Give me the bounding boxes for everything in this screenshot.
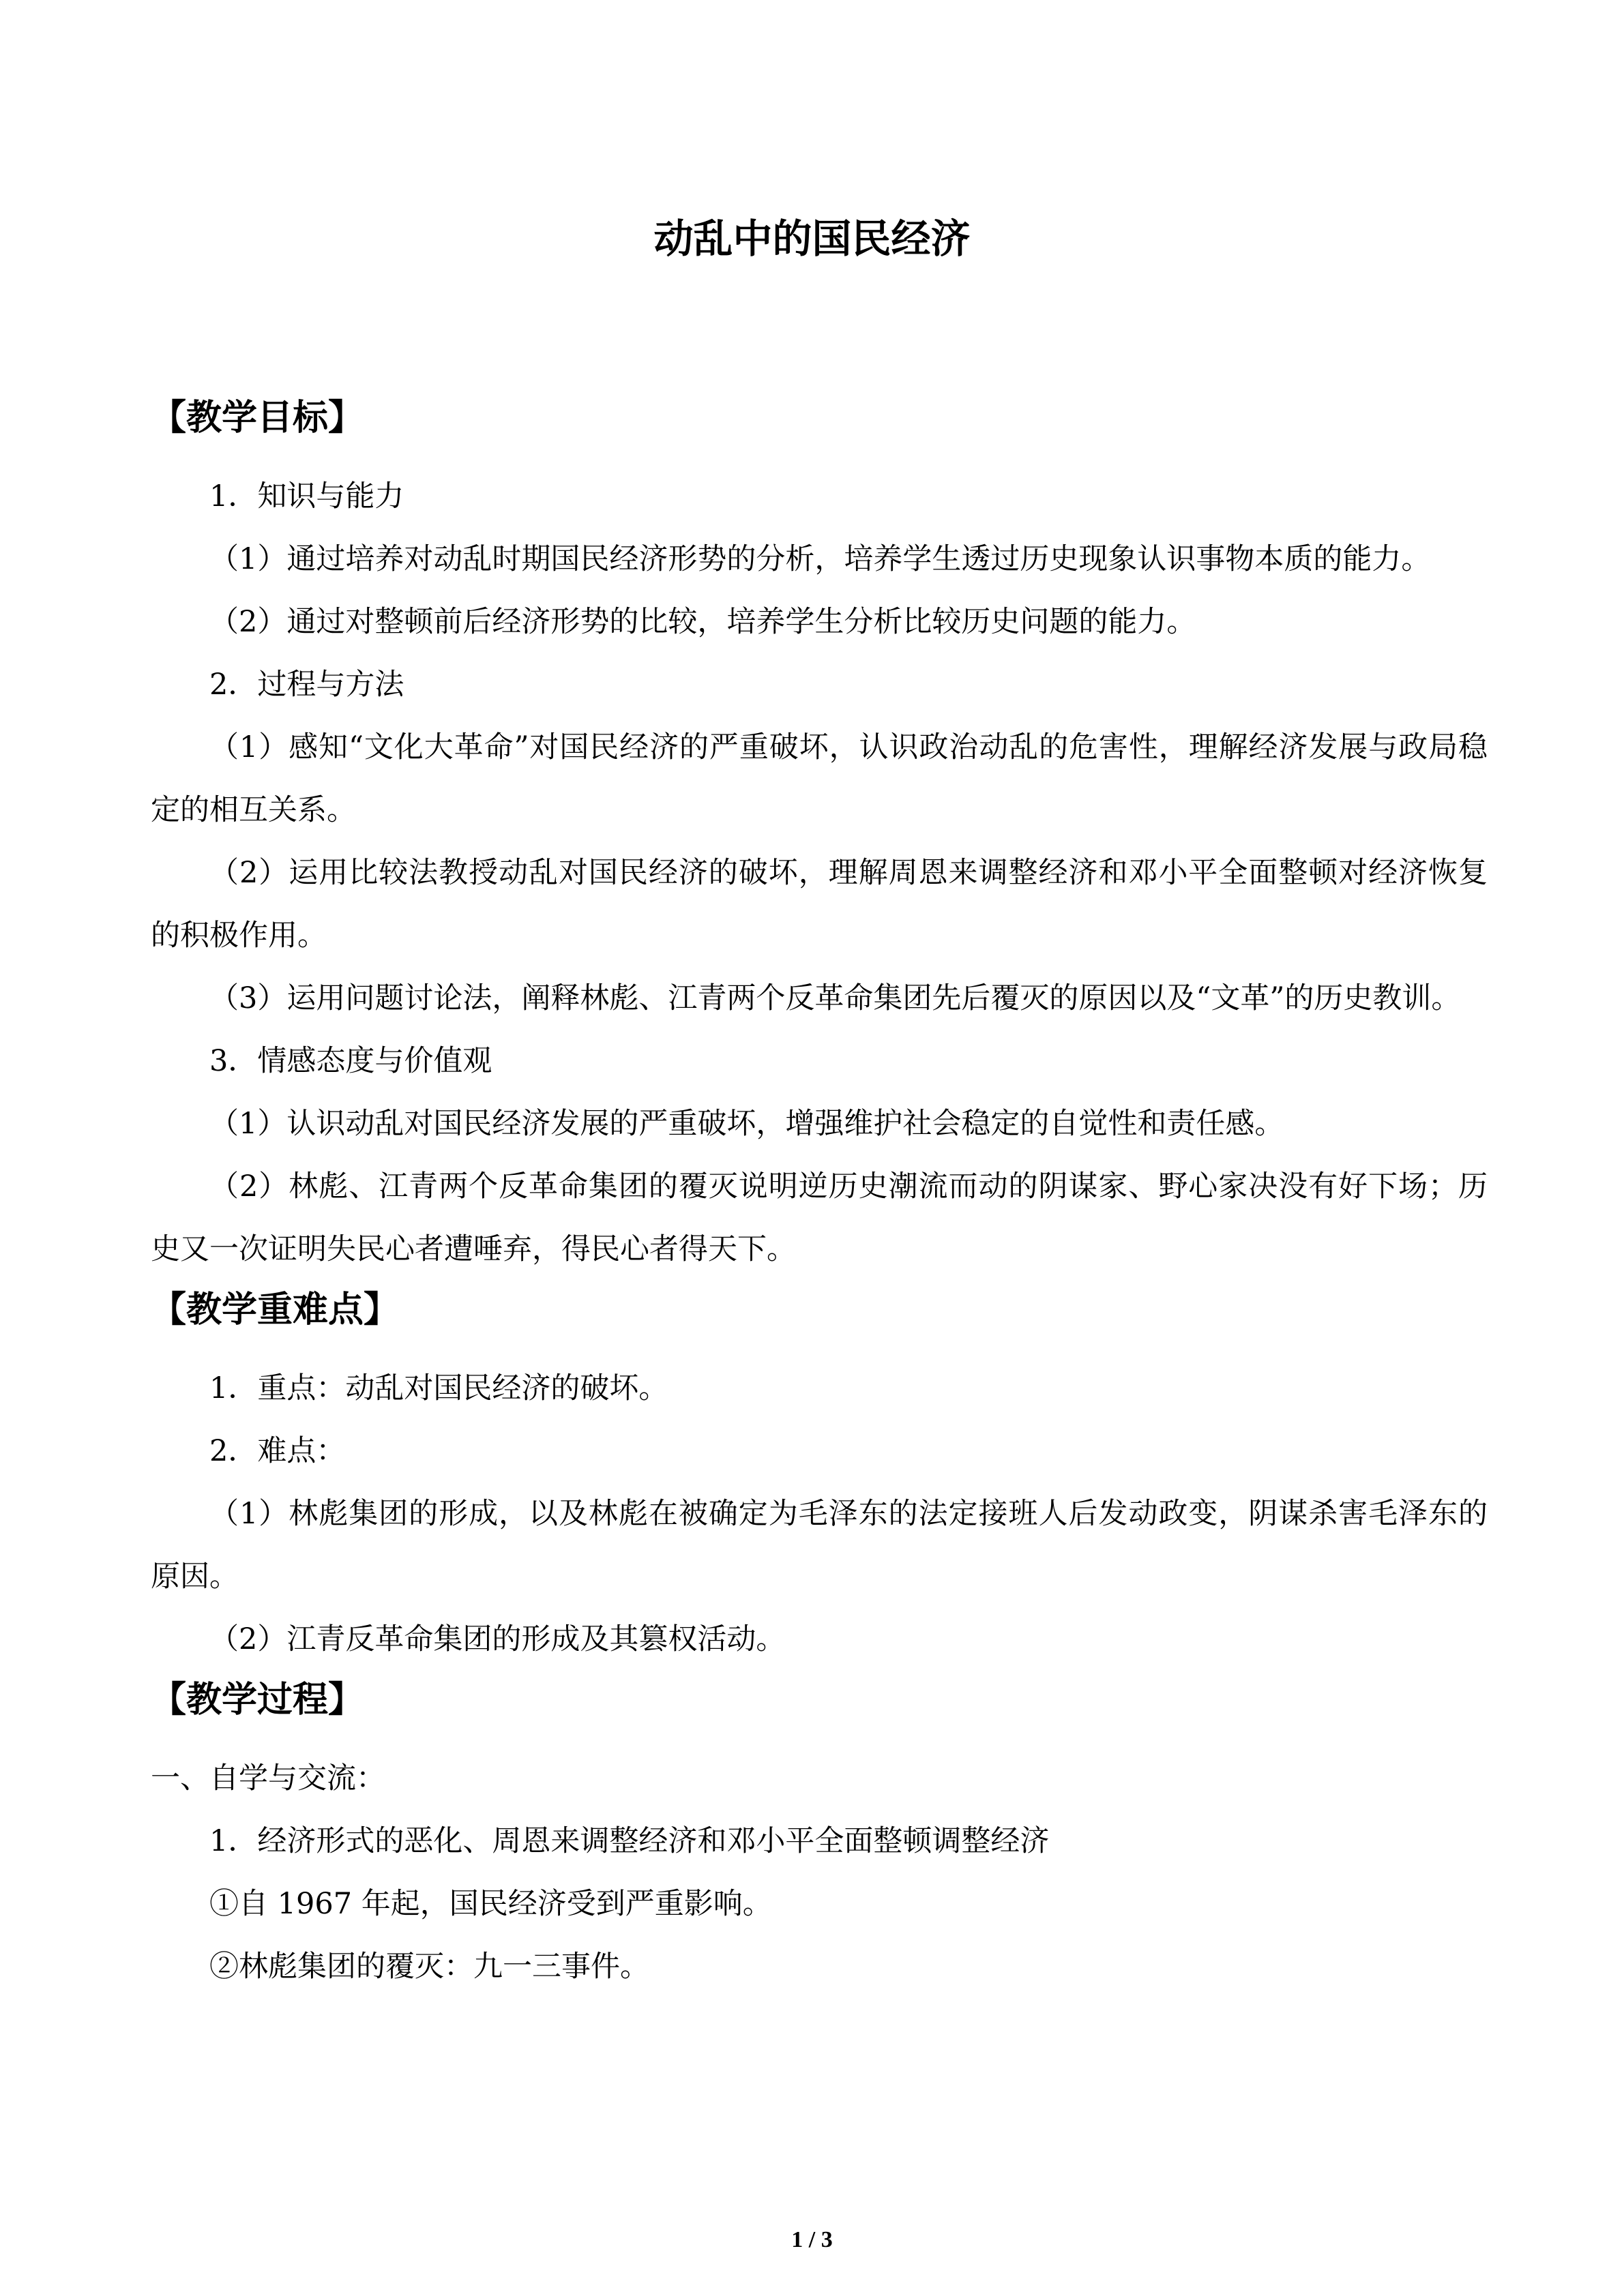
- document-body: [151, 389, 1488, 1998]
- document-title: 动乱中的国民经济: [653, 215, 971, 262]
- page-number: 1 / 3: [791, 2227, 833, 2252]
- paragraph: （2）运用比较法教授动乱对国民经济的破坏，理解周恩来调整经济和邓小平全面整顿对经济恢复的积极作用。: [151, 856, 1488, 953]
- paragraph: 2．过程与方法: [209, 668, 404, 702]
- paragraph: 1．知识与能力: [209, 479, 404, 513]
- paragraph: 2．难点：: [209, 1434, 346, 1468]
- paragraph: （1）林彪集团的形成，以及林彪在被确定为毛泽东的法定接班人后发动政变，阴谋杀害毛泽东的原因。: [151, 1497, 1488, 1594]
- paragraph: （2）通过对整顿前后经济形势的比较，培养学生分析比较历史问题的能力。: [209, 605, 1196, 639]
- paragraph: （1）认识动乱对国民经济发展的严重破坏，增强维护社会稳定的自觉性和责任感。: [209, 1107, 1284, 1141]
- paragraph: （2）江青反革命集团的形成及其篡权活动。: [209, 1622, 786, 1656]
- section-heading-teaching-goals: 【教学目标】: [151, 398, 364, 438]
- paragraph: 1．经济形式的恶化、周恩来调整经济和邓小平全面整顿调整经济: [209, 1824, 1050, 1858]
- paragraph: （3）运用问题讨论法，阐释林彪、江青两个反革命集团先后覆灭的原因以及“文革”的历史教训。: [209, 981, 1461, 1015]
- paragraph: 一、自学与交流：: [151, 1761, 385, 1795]
- paragraph: ②林彪集团的覆灭：九一三事件。: [209, 1950, 649, 1984]
- paragraph: 3．情感态度与价值观: [209, 1044, 492, 1078]
- paragraph: （1）感知“文化大革命”对国民经济的严重破坏，认识政治动乱的危害性，理解经济发展与政局稳定的相互关系。: [151, 730, 1488, 827]
- paragraph: （1）通过培养对动乱时期国民经济形势的分析，培养学生透过历史现象认识事物本质的能力。: [209, 542, 1431, 576]
- section-heading-teaching-process: 【教学过程】: [151, 1680, 364, 1720]
- paragraph: ①自 1967 年起，国民经济受到严重影响。: [209, 1887, 772, 1921]
- paragraph: （2）林彪、江青两个反革命集团的覆灭说明逆历史潮流而动的阴谋家、野心家决没有好下场；历史又一次证明失民心者遭唾弃，得民心者得天下。: [151, 1169, 1488, 1266]
- paragraph: 1．重点：动乱对国民经济的破坏。: [209, 1371, 668, 1405]
- section-heading-key-difficulties: 【教学重难点】: [151, 1289, 400, 1330]
